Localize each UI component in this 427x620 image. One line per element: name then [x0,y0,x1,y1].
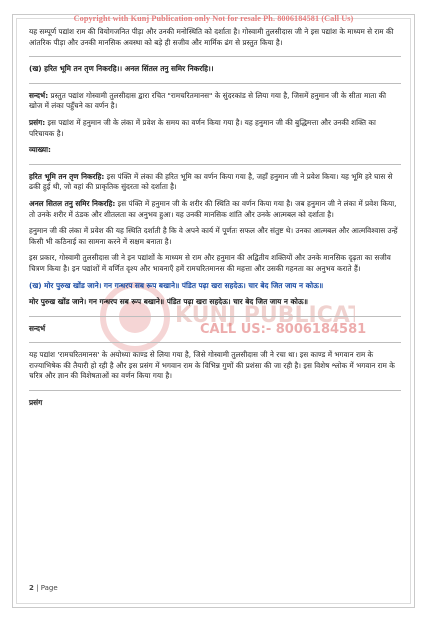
copyright-header: Copyright with Kunj Publication only Not for resale Ph. 8006184581 (Call Us) [73,14,354,23]
intro-paragraph: यह सम्पूर्ण पद्यांश राम की वियोगजनित पीड़ा और उनकी मनोस्थिति को दर्शाता है। गोस्वामी तुलसीदास जी ने इस पद्यांश के माध्यम से राम की आंतरिक पीड़ा और उनकी मानसिक अवस्था को बड़े ही सजीव और मार्मिक ढंग से प्रस्तुत किया है। [29,27,394,47]
vyakhya-label: व्याख्या: [29,145,51,155]
section-heading-kha: (ख) हरित भूमि तन तृण निकरहि।। अनल सिंतल तनु समिर निकरहि।। [29,64,214,74]
watermark-brand-text: KUNJ PUBLICA [175,303,349,328]
vyakhya-1-text: इस पंक्ति में लंका की हरित भूमि का वर्णन किया गया है, जहाँ हनुमान जी ने प्रवेश किया। यह भूमि हरे घास से ढकी हुई थी, जो वहां की प्राकृतिक सुंदरता को दर्शाता है। [29,171,393,192]
sandarbh-paragraph [29,91,401,112]
prasang-2-label: प्रसंग [29,398,43,408]
sandarbh-2-text: यह पद्यांश 'रामचरितमानस' के अयोध्या काण्ड से लिया गया है, जिसे गोस्वामी तुलसीदास जी ने रचा था। इस काण्ड में भगवान राम के राज्याभिषेक की तैयारी हो रही है और इस प्रसंग में भगवान राम के विभिन्न गुणों की प्रशंसा की जा रही है। इस विशेष श्लोक में भगवान राम के चरित्र और ज्ञान की विशेषताओं का वर्णन किया गया है। [29,350,395,381]
divider [29,56,401,57]
divider [29,390,401,391]
vyakhya-2-label: अनल सितल तनु समिर निकरहि: [29,198,116,208]
page-footer [29,584,58,592]
divider [29,342,401,343]
section-heading-black: मोर पुरुख खोंड जाने। गन गन्धरप सब रूप बखाने॥ पंडित पढ़ा खरा सहदेऊ। चार बेद जित जाय न कोऊ॥ [29,297,309,307]
divider [29,164,401,165]
vyakhya-paragraph-1 [29,172,401,193]
vyakhya-paragraph-3: हनुमान जी की लंका में प्रवेश की यह स्थिति दर्शाती है कि वे अपने कार्य में पूर्णतः सफल और संतुष्ट थे। उनका आत्मबल और आत्मविश्वास उन्हें किसी भी कठिनाई का सामना करने में सक्षम बनाता है। [29,226,398,246]
vyakhya-2-text: इस पंक्ति में हनुमान जी के शरीर की स्थिति का वर्णन किया गया है। जब हनुमान जी ने लंका में प्रवेश किया, तो उनके शरीर में ठंडक और शीतलता का अनुभव हुआ। यह उनकी मानसिक शांति और उनके आत्मबल को दर्शाता है। [29,198,397,219]
prasang-text: इस पद्यांश में हनुमान जी के लंका में प्रवेश के समय का वर्णन किया गया है। यह हनुमान जी की बुद्धिमत्ता और उनकी शक्ति का परिचायक है। [29,117,376,138]
footer-separator: | [33,584,41,592]
page-word: Page [40,584,58,592]
main-content [29,27,401,415]
page-number: 2 [29,584,34,592]
vyakhya-1-label: हरित भूमि तन तृण निकरहि: [29,171,105,181]
divider [29,316,401,317]
section-heading-blue: (ख) मोर पुरुख खोंड जाने। गन गन्धरप सब रूप बखाने॥ पंडित पढ़ा खरा सहदेऊ। चार बेद जित जाय न कोऊ॥ [29,280,324,290]
prasang-paragraph [29,118,401,139]
prasang-label: प्रसंग: [29,117,46,127]
vyakhya-paragraph-4: इस प्रकार, गोस्वामी तुलसीदास जी ने इन पद्यांशों के माध्यम से राम और हनुमान की अद्वितीय शक्तियों और उनके मानसिक दृढ़ता का सजीव चित्रण किया है। इन पद्यांशों में वर्णित दृश्य और भावनाएँ हमें रामचरितमानस की महत्ता और उसकी गहनता का अनुभव कराते हैं। [29,253,391,273]
vyakhya-paragraph-2 [29,199,401,220]
sandarbh-text: प्रस्तुत पद्यांश गोस्वामी तुलसीदास द्वारा रचित "रामचरितमानस" के सुंदरकांड से लिया गया है, जिसमें हनुमान जी के सीता माता की खोज में लंका पहुँचने का वर्णन है। [29,90,387,111]
sandarbh-label: सन्दर्भ: [29,90,49,100]
sandarbh-2-label: सन्दर्भ [29,323,46,333]
watermark-call-text: CALL US:- 8006184581 [200,322,367,337]
divider [29,83,401,84]
